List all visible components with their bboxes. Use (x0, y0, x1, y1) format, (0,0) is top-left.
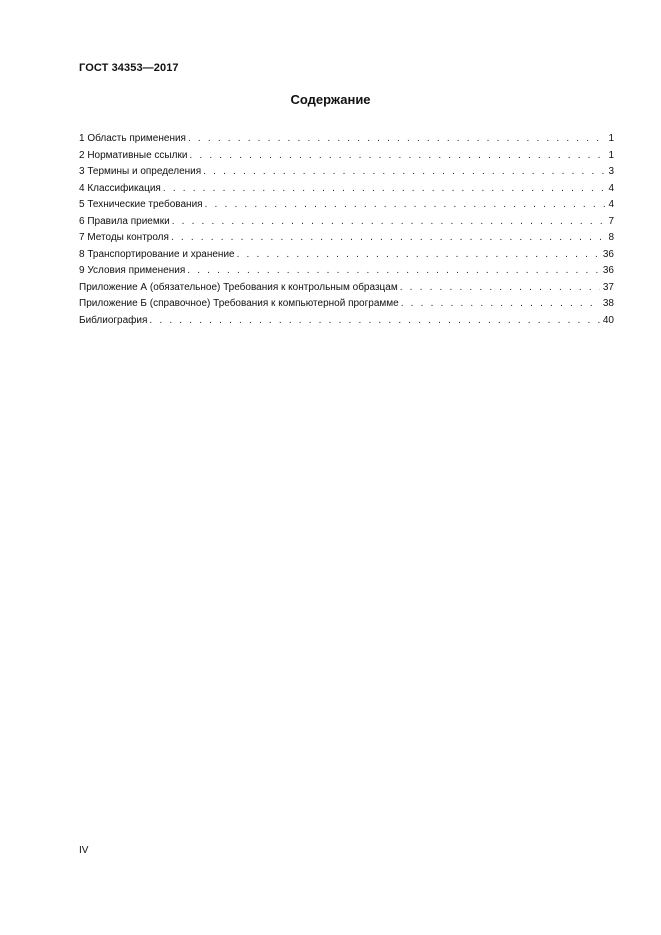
toc-dot-leader (172, 214, 606, 231)
toc-dot-leader (171, 230, 606, 247)
toc-entry-label: 5 Технические требования (79, 199, 203, 210)
toc-entry-page: 8 (608, 232, 614, 243)
toc-entry-label: 8 Транспортирование и хранение (79, 248, 235, 260)
toc-entry-page: 38 (602, 298, 614, 309)
toc-entry-label: 6 Правила приемки (79, 215, 170, 227)
toc-entry-label: 3 Термины и определения (79, 166, 202, 177)
toc-entry-label: Библиография (79, 314, 148, 326)
toc-entry-page: 3 (608, 166, 614, 177)
toc-entry[interactable] (79, 164, 614, 181)
toc-dot-leader (188, 131, 605, 148)
toc-entry[interactable] (79, 148, 614, 165)
toc-dot-leader (205, 197, 606, 214)
toc-entry[interactable] (79, 131, 614, 148)
toc-entry-label: Приложение А (обязательное) Требования к контрольным образцам (79, 281, 398, 293)
table-of-contents (79, 131, 614, 329)
toc-dot-leader (163, 181, 606, 198)
toc-entry-page: 4 (608, 182, 614, 194)
toc-dot-leader (187, 263, 600, 280)
toc-entry-label: 2 Нормативные ссылки (79, 149, 188, 161)
toc-entry[interactable] (79, 296, 614, 313)
toc-entry-label: Приложение Б (справочное) Требования к компьютерной программе (79, 298, 399, 309)
toc-dot-leader (237, 247, 600, 264)
toc-title: Содержание (290, 92, 371, 107)
toc-entry-label: 9 Условия применения (79, 265, 186, 276)
page-number: IV (79, 845, 89, 856)
toc-entry-page: 1 (608, 149, 614, 161)
toc-entry[interactable] (79, 181, 614, 198)
toc-entry[interactable] (79, 280, 614, 297)
toc-entry-label: 1 Область применения (79, 133, 186, 144)
toc-dot-leader (203, 164, 605, 181)
toc-dot-leader (401, 296, 600, 313)
toc-entry-page: 36 (602, 248, 614, 260)
toc-entry[interactable] (79, 214, 614, 231)
toc-entry-page: 37 (602, 281, 614, 293)
toc-entry[interactable] (79, 247, 614, 264)
toc-entry-label: 4 Классификация (79, 182, 161, 194)
toc-entry-page: 7 (608, 215, 614, 227)
toc-entry[interactable] (79, 263, 614, 280)
toc-entry-page: 36 (602, 265, 614, 276)
toc-dot-leader (149, 313, 599, 330)
toc-entry[interactable] (79, 313, 614, 330)
toc-entry-page: 4 (608, 199, 614, 210)
toc-entry-page: 40 (602, 314, 614, 326)
toc-dot-leader (189, 148, 605, 165)
toc-dot-leader (400, 280, 600, 297)
toc-entry-label: 7 Методы контроля (79, 232, 169, 243)
toc-entry-page: 1 (608, 133, 614, 144)
toc-entry[interactable] (79, 230, 614, 247)
document-header: ГОСТ 34353—2017 (79, 62, 179, 74)
toc-entry[interactable] (79, 197, 614, 214)
